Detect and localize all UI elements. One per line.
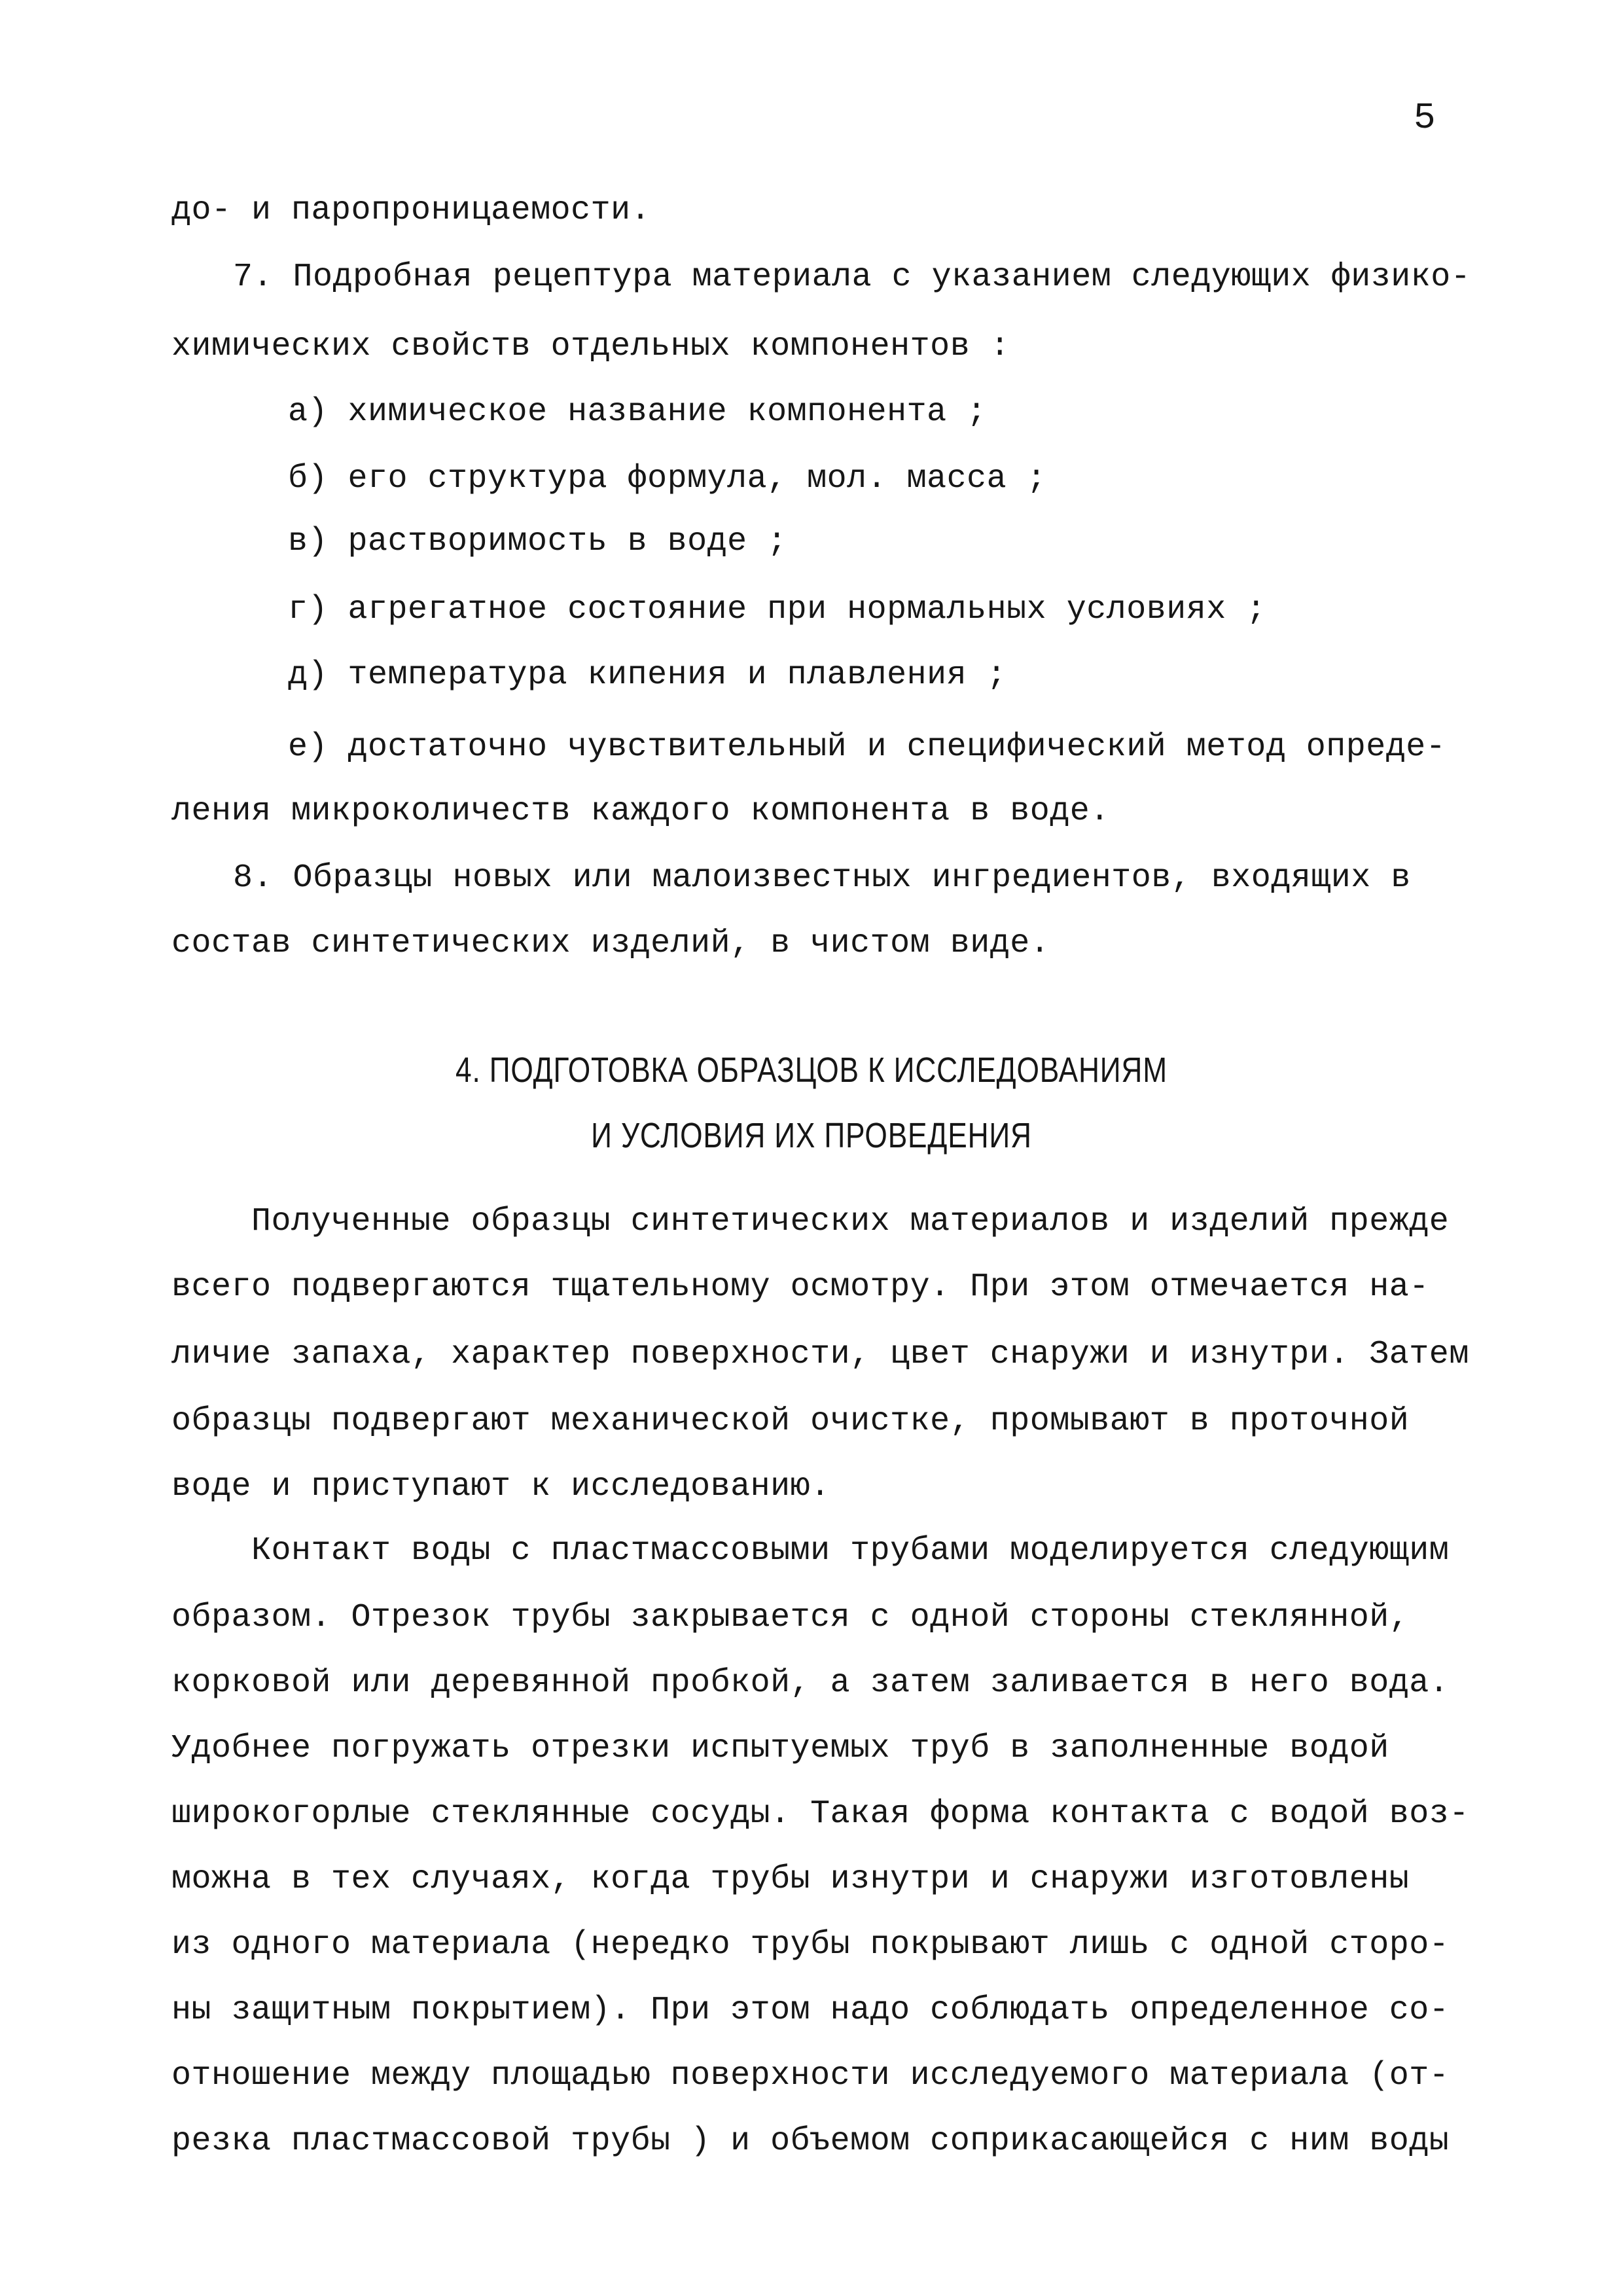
paragraph-2-line: Контакт воды с пластмассовыми трубами моделируется следующим bbox=[251, 1532, 1450, 1570]
sub-item-e: е) достаточно чувствительный и специфический метод опреде- bbox=[288, 728, 1446, 766]
list-item-8: 8. Образцы новых или малоизвестных ингредиентов, входящих в bbox=[233, 859, 1411, 897]
sub-item-b: б) его структура формула, мол. масса ; bbox=[288, 460, 1047, 497]
page-number: 5 bbox=[1414, 97, 1436, 139]
paragraph-2-line: широкогорлые стеклянные сосуды. Такая форма контакта с водой воз- bbox=[171, 1795, 1469, 1833]
list-item-7: 7. Подробная рецептура материала с указанием следующих физико- bbox=[233, 259, 1471, 296]
section-heading-line-1: 4. ПОДГОТОВКА ОБРАЗЦОВ К ИССЛЕДОВАНИЯМ bbox=[455, 1050, 1168, 1090]
text-line: ления микроколичеств каждого компонента в воде. bbox=[171, 793, 1110, 830]
paragraph-1-line: всего подвергаются тщательному осмотру. При этом отмечается на- bbox=[171, 1268, 1429, 1306]
paragraph-1-line: личие запаха, характер поверхности, цвет снаружи и изнутри. Затем bbox=[171, 1336, 1469, 1373]
paragraph-2-line: из одного материала (нередко трубы покрывают лишь с одной сторо- bbox=[171, 1926, 1450, 1964]
paragraph-2-line: отношение между площадью поверхности исследуемого материала (от- bbox=[171, 2057, 1450, 2094]
paragraph-2-line: можна в тех случаях, когда трубы изнутри и снаружи изготовлены bbox=[171, 1861, 1410, 1898]
paragraph-1-line: Полученные образцы синтетических материалов и изделий прежде bbox=[251, 1203, 1450, 1240]
sub-item-g: г) агрегатное состояние при нормальных условиях ; bbox=[288, 591, 1266, 628]
sub-item-d: д) температура кипения и плавления ; bbox=[288, 656, 1007, 694]
paragraph-2-line: резка пластмассовой трубы ) и объемом соприкасающейся с ним воды bbox=[171, 2123, 1450, 2160]
paragraph-2-line: ны защитным покрытием). При этом надо соблюдать определенное со- bbox=[171, 1992, 1450, 2029]
paragraph-2-line: корковой или деревянной пробкой, а затем заливается в него вода. bbox=[171, 1664, 1450, 1702]
text-line: химических свойств отдельных компонентов : bbox=[171, 328, 1010, 365]
paragraph-2-line: Удобнее погружать отрезки испытуемых труб в заполненные водой bbox=[171, 1730, 1389, 1767]
text-line: состав синтетических изделий, в чистом виде. bbox=[171, 925, 1050, 962]
section-heading-line-2: И УСЛОВИЯ ИХ ПРОВЕДЕНИЯ bbox=[591, 1116, 1032, 1155]
text-line: до- и паропроницаемости. bbox=[171, 192, 651, 229]
paragraph-1-line: образцы подвергают механической очистке, промывают в проточной bbox=[171, 1403, 1410, 1440]
sub-item-v: в) растворимость в воде ; bbox=[288, 523, 787, 560]
paragraph-2-line: образом. Отрезок трубы закрывается с одной стороны стеклянной, bbox=[171, 1599, 1410, 1636]
paragraph-1-line: воде и приступают к исследованию. bbox=[171, 1468, 830, 1505]
sub-item-a: а) химическое название компонента ; bbox=[288, 393, 987, 431]
